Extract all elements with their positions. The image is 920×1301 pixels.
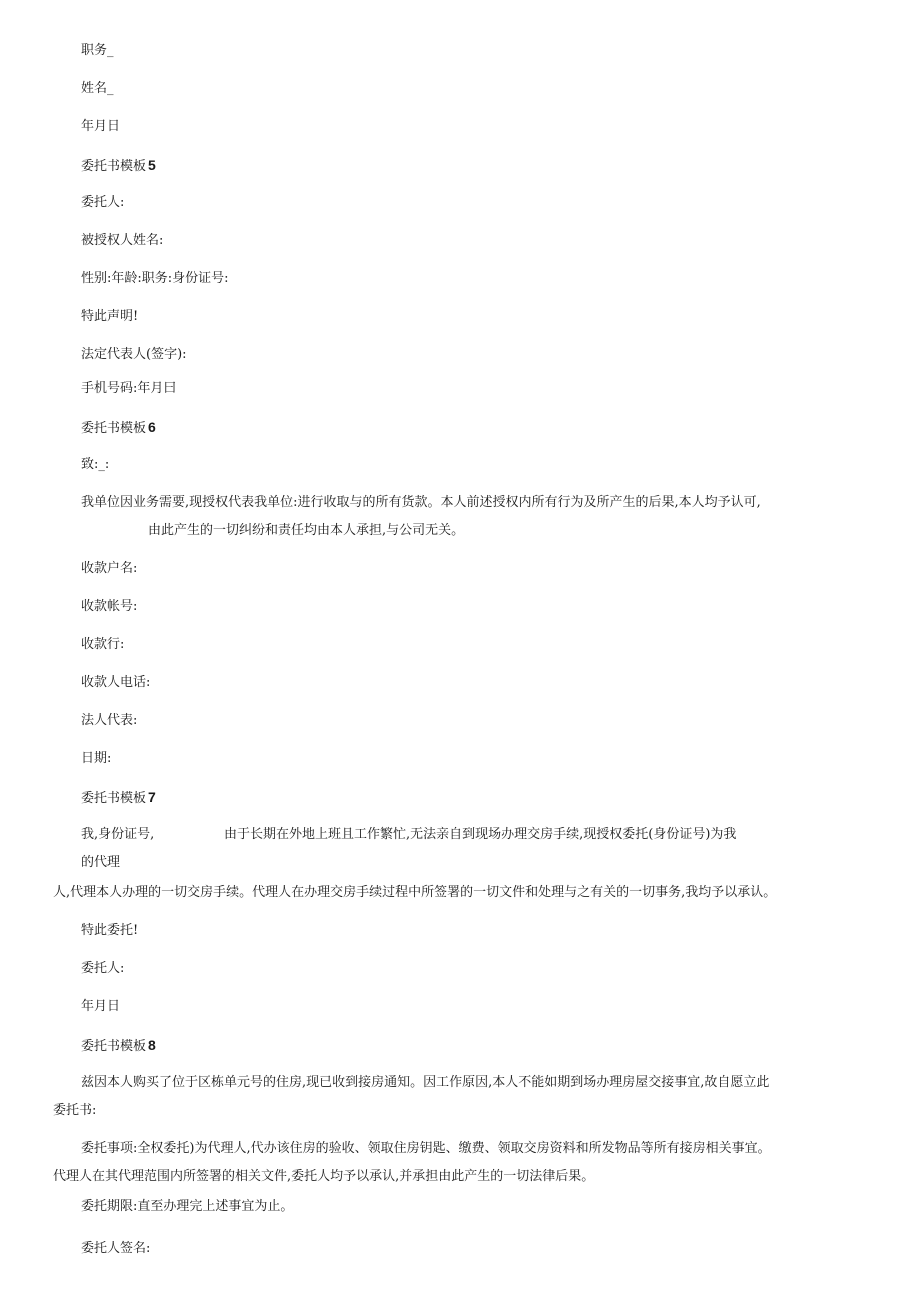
t7-body-line-1a: 我,身份证号,	[81, 827, 155, 842]
template-8-heading	[81, 1036, 156, 1056]
template-6-title: 委托书模板	[81, 421, 147, 436]
t6-bank-line: 收款行:	[81, 637, 125, 652]
template-6-heading	[81, 418, 156, 438]
t8-period-line: 委托期限:直至办理完上述事宜为止。	[81, 1199, 294, 1214]
name-line: 姓名_	[81, 81, 114, 96]
t8-body-line-3: 委托事项:全权委托)为代理人,代办该住房的验收、领取住房钥匙、缴费、领取交房资料和所发物品等所有接房相关事宜。	[81, 1141, 771, 1156]
t8-body-line-4: 代理人在其代理范围内所签署的相关文件,委托人均予以承认,并承担由此产生的一切法律后果。	[53, 1169, 595, 1184]
t8-body-line-2: 委托书:	[53, 1103, 97, 1118]
template-5-title: 委托书模板	[81, 159, 147, 174]
t6-account-name-line: 收款户名:	[81, 561, 138, 576]
template-5-number: 5	[148, 157, 156, 173]
position-line: 职务_	[81, 43, 114, 58]
t5-legal-rep-line: 法定代表人(签字):	[81, 347, 187, 362]
t5-authorized-line: 被授权人姓名:	[81, 233, 164, 248]
t7-entrust-line: 特此委托!	[81, 923, 139, 938]
template-7-number: 7	[148, 789, 156, 805]
t8-signature-line: 委托人签名:	[81, 1241, 151, 1256]
t7-principal-line: 委托人:	[81, 961, 125, 976]
t5-phone-line: 手机号码:年月曰	[81, 381, 177, 396]
template-6-number: 6	[148, 419, 156, 435]
t6-phone-line: 收款人电话:	[81, 675, 151, 690]
t8-body-line-1: 兹因本人购买了位于区栋单元号的住房,现已收到接房通知。因工作原因,本人不能如期到场办理房屋交接事宜,故自愿立此	[81, 1075, 770, 1090]
template-5-heading	[81, 156, 156, 176]
t5-principal-line: 委托人:	[81, 195, 125, 210]
t6-to-line: 致:_:	[81, 457, 110, 472]
t6-account-no-line: 收款帐号:	[81, 599, 138, 614]
t7-body-line-1b: 由于长期在外地上班且工作繁忙,无法亲自到现场办理交房手续,现授权委托(身份证号)为我	[224, 827, 737, 842]
template-7-heading	[81, 788, 156, 808]
template-8-title: 委托书模板	[81, 1039, 147, 1054]
t7-date-line: 年月日	[81, 999, 121, 1014]
t7-body-line-3: 人,代理本人办理的一切交房手续。代理人在办理交房手续过程中所签署的一切文件和处理与之有关的一切事务,我均予以承认。	[53, 885, 777, 900]
template-8-number: 8	[148, 1037, 156, 1053]
t7-body-line-2: 的代理	[81, 855, 121, 870]
t5-details-line: 性别:年龄:职务:身份证号:	[81, 271, 229, 286]
t6-date-line: 日期:	[81, 751, 112, 766]
template-7-title: 委托书模板	[81, 791, 147, 806]
t6-body-line-1: 我单位因业务需要,现授权代表我单位:进行收取与的所有货款。本人前述授权内所有行为及所产生的后果,本人均予认可,	[81, 495, 761, 510]
t5-declare-line: 特此声明!	[81, 309, 139, 324]
t6-body-line-2: 由此产生的一切纠纷和责任均由本人承担,与公司无关。	[148, 523, 465, 538]
date-line: 年月日	[81, 119, 121, 134]
t6-legal-line: 法人代表:	[81, 713, 138, 728]
